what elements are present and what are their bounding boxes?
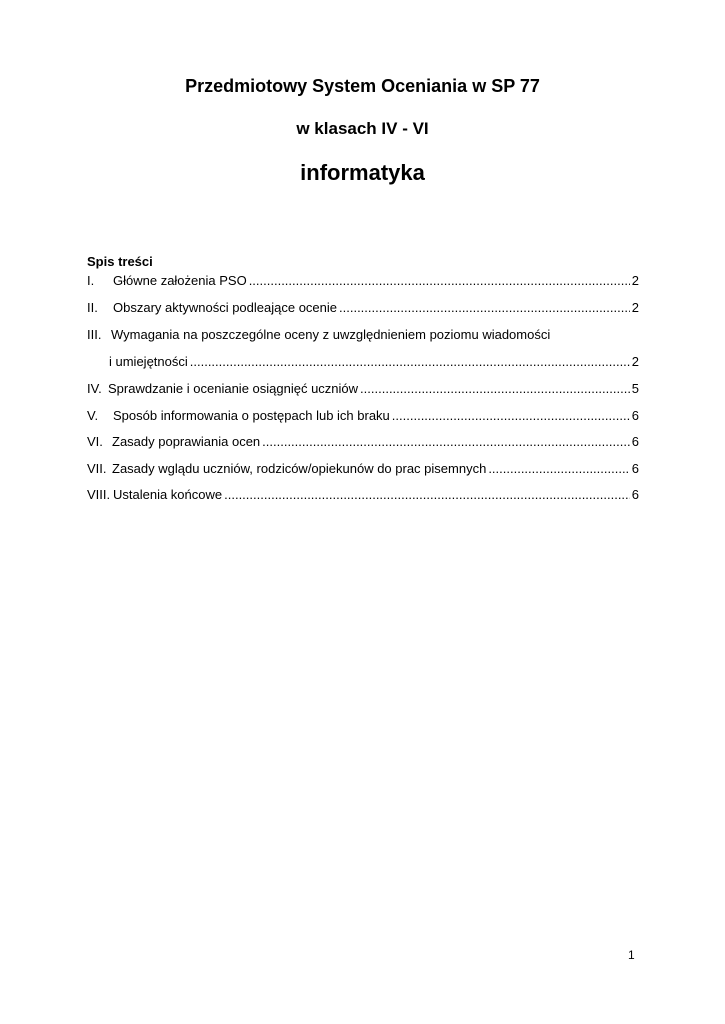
toc-leader-dots — [224, 487, 630, 503]
toc-leader-dots — [262, 434, 630, 450]
toc-entry-8[interactable] — [87, 487, 639, 503]
toc-entry-page: 2 — [631, 354, 639, 369]
toc-entry-number: VII. — [87, 461, 107, 476]
toc-entry-page: 6 — [631, 487, 639, 502]
toc-entry-number: VIII. — [87, 487, 111, 502]
toc-entry-3[interactable] — [87, 327, 550, 343]
toc-entry-page: 2 — [631, 273, 639, 288]
toc-entry-label: Sposób informowania o postępach lub ich braku — [113, 408, 390, 423]
toc-entry-number: V. — [87, 408, 99, 423]
toc-leader-dots — [249, 273, 630, 289]
document-subtitle: w klasach IV - VI — [296, 119, 429, 138]
toc-entry-label: Obszary aktywności podleające ocenie — [113, 300, 338, 315]
toc-entry-3-continuation[interactable] — [87, 354, 639, 370]
toc-entry-page: 2 — [631, 300, 639, 315]
document-subject: informatyka — [300, 160, 425, 185]
toc-entry-page: 6 — [631, 408, 639, 423]
toc-entry-label: Sprawdzanie i ocenianie osiągnięć uczniów — [108, 381, 359, 396]
toc-entry-label: Wymagania na poszczególne oceny z uwzględnieniem poziomu wiadomości — [111, 327, 551, 342]
toc-entry-label: Zasady wglądu uczniów, rodziców/opiekunów do prac pisemnych — [112, 461, 487, 476]
toc-entry-label: Ustalenia końcowe — [113, 487, 223, 502]
toc-entry-number: I. — [87, 273, 95, 288]
toc-entry-page: 5 — [631, 381, 639, 396]
toc-entry-5[interactable] — [87, 408, 639, 424]
toc-entry-number: III. — [87, 327, 102, 342]
toc-entry-1[interactable] — [87, 273, 639, 289]
toc-leader-dots — [190, 354, 630, 370]
toc-entry-2[interactable] — [87, 300, 639, 316]
toc-entry-6[interactable] — [87, 434, 639, 450]
toc-heading: Spis treści — [87, 254, 153, 269]
toc-entry-number: IV. — [87, 381, 102, 396]
toc-leader-dots — [360, 381, 630, 397]
toc-entry-4[interactable] — [87, 381, 639, 397]
toc-entry-label: Zasady poprawiania ocen — [112, 434, 261, 449]
toc-leader-dots — [488, 461, 629, 477]
toc-entry-label-continued: i umiejętności — [109, 354, 188, 369]
toc-leader-dots — [392, 408, 630, 424]
toc-leader-dots — [339, 300, 630, 316]
toc-entry-7[interactable] — [87, 461, 639, 477]
toc-entry-page: 6 — [631, 461, 639, 476]
toc-entry-page: 6 — [631, 434, 639, 449]
toc-entry-number: II. — [87, 300, 98, 315]
page-number: 1 — [628, 948, 635, 962]
toc-entry-number: VI. — [87, 434, 103, 449]
toc-entry-label: Główne założenia PSO — [113, 273, 247, 288]
document-title: Przedmiotowy System Oceniania w SP 77 — [185, 76, 540, 96]
